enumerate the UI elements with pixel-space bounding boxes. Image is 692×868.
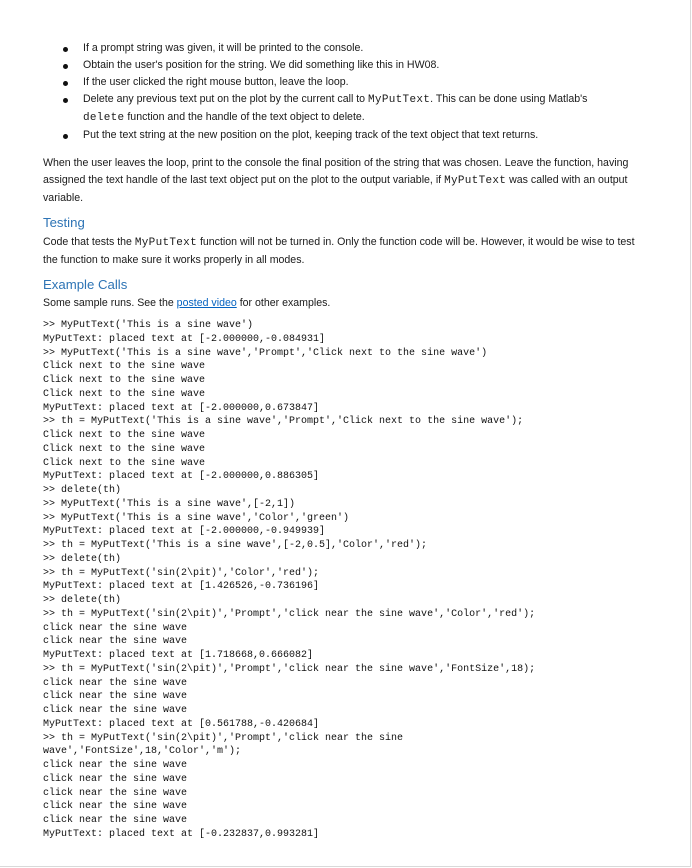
- bullet-icon: [63, 64, 68, 69]
- example-calls-heading: Example Calls: [43, 277, 128, 292]
- inline-code: MyPutText: [444, 175, 507, 187]
- code-line: click near the sine wave: [43, 691, 188, 703]
- code-line: click near the sine wave: [43, 622, 188, 634]
- code-line: >> th = MyPutText('sin(2\pit)','Color','red');: [43, 567, 320, 579]
- inline-code: MyPutText: [368, 94, 431, 106]
- console-output: [43, 319, 663, 842]
- inline-code: MyPutText: [134, 237, 197, 249]
- code-line: click near the sine wave: [43, 787, 188, 799]
- code-line: Click next to the sine wave: [43, 457, 206, 469]
- code-line: click near the sine wave: [43, 677, 188, 689]
- bullet-icon: [63, 81, 68, 86]
- example-calls-paragraph: Some sample runs. See the posted video for other examples.: [43, 297, 331, 309]
- code-line: >> MyPutText('This is a sine wave','Color','green'): [43, 512, 350, 524]
- code-line: >> th = MyPutText('This is a sine wave','Prompt','Click next to the sine wave');: [43, 416, 524, 428]
- loop-exit-paragraph: When the user leaves the loop, print to the console the final position of the string that was chosen. Leave the function, having assigned the text handle of the last text object put on the plot to the output variable, if MyPutText was called with an output variable.: [43, 157, 629, 204]
- bullet-icon: [63, 134, 68, 139]
- code-line: click near the sine wave: [43, 801, 188, 813]
- code-line: MyPutText: placed text at [1.426526,-0.736196]: [43, 581, 320, 593]
- code-line: wave','FontSize',18,'Color','m');: [43, 746, 242, 758]
- code-line: Click next to the sine wave: [43, 430, 206, 441]
- bullet-icon: [63, 98, 68, 103]
- code-line: MyPutText: placed text at [-2.000000,-0.084931]: [43, 333, 326, 345]
- list-item: If a prompt string was given, it will be printed to the console.: [63, 40, 663, 57]
- code-line: MyPutText: placed text at [0.561788,-0.420684]: [43, 718, 320, 730]
- bullet-icon: [63, 47, 68, 52]
- code-line: >> delete(th): [43, 553, 122, 565]
- code-line: >> delete(th): [43, 595, 122, 606]
- testing-heading: Testing: [43, 215, 85, 230]
- bullet-list: [63, 40, 663, 144]
- code-line: >> th = MyPutText('sin(2\pit)','Prompt','click near the sine: [43, 732, 404, 744]
- list-item: Delete any previous text put on the plot by the current call to MyPutText. This can be done using Matlab's delete function and the handle of the text object to delete.: [63, 91, 663, 127]
- code-line: click near the sine wave: [43, 636, 188, 648]
- posted-video-link[interactable]: posted video: [176, 297, 237, 309]
- code-line: MyPutText: placed text at [-2.000000,0.673847]: [43, 402, 320, 414]
- code-line: Click next to the sine wave: [43, 361, 206, 373]
- code-line: Click next to the sine wave: [43, 388, 206, 400]
- code-line: MyPutText: placed text at [-2.000000,-0.949939]: [43, 526, 326, 538]
- code-line: MyPutText: placed text at [-2.000000,0.886305]: [43, 471, 320, 483]
- testing-paragraph: Code that tests the MyPutText function will not be turned in. Only the function code will be. However, it would be wise to test the function to make sure it works properly in all modes.: [43, 236, 635, 266]
- list-item: If the user clicked the right mouse button, leave the loop.: [63, 74, 663, 91]
- code-line: click near the sine wave: [43, 815, 188, 826]
- code-line: >> MyPutText('This is a sine wave','Prompt','Click next to the sine wave'): [43, 347, 488, 359]
- list-item: Obtain the user's position for the string. We did something like this in HW08.: [63, 57, 663, 74]
- code-line: >> MyPutText('This is a sine wave'): [43, 320, 254, 331]
- list-item: Put the text string at the new position on the plot, keeping track of the text object that text returns.: [63, 127, 663, 144]
- code-line: MyPutText: placed text at [1.718668,0.666082]: [43, 650, 314, 661]
- code-line: click near the sine wave: [43, 773, 188, 785]
- code-line: Click next to the sine wave: [43, 443, 206, 455]
- code-line: Click next to the sine wave: [43, 375, 206, 386]
- code-line: >> delete(th): [43, 485, 122, 496]
- code-line: >> th = MyPutText('sin(2\pit)','Prompt','click near the sine wave','FontSize',18);: [43, 663, 536, 675]
- inline-code: delete: [83, 112, 125, 124]
- code-line: click near the sine wave: [43, 760, 188, 771]
- code-line: MyPutText: placed text at [-0.232837,0.993281]: [43, 828, 320, 840]
- code-line: >> th = MyPutText('This is a sine wave',[-2,0.5],'Color','red');: [43, 540, 428, 551]
- code-line: >> th = MyPutText('sin(2\pit)','Prompt','click near the sine wave','Color','red');: [43, 608, 536, 620]
- code-line: >> MyPutText('This is a sine wave',[-2,1]): [43, 498, 296, 510]
- code-line: click near the sine wave: [43, 705, 188, 716]
